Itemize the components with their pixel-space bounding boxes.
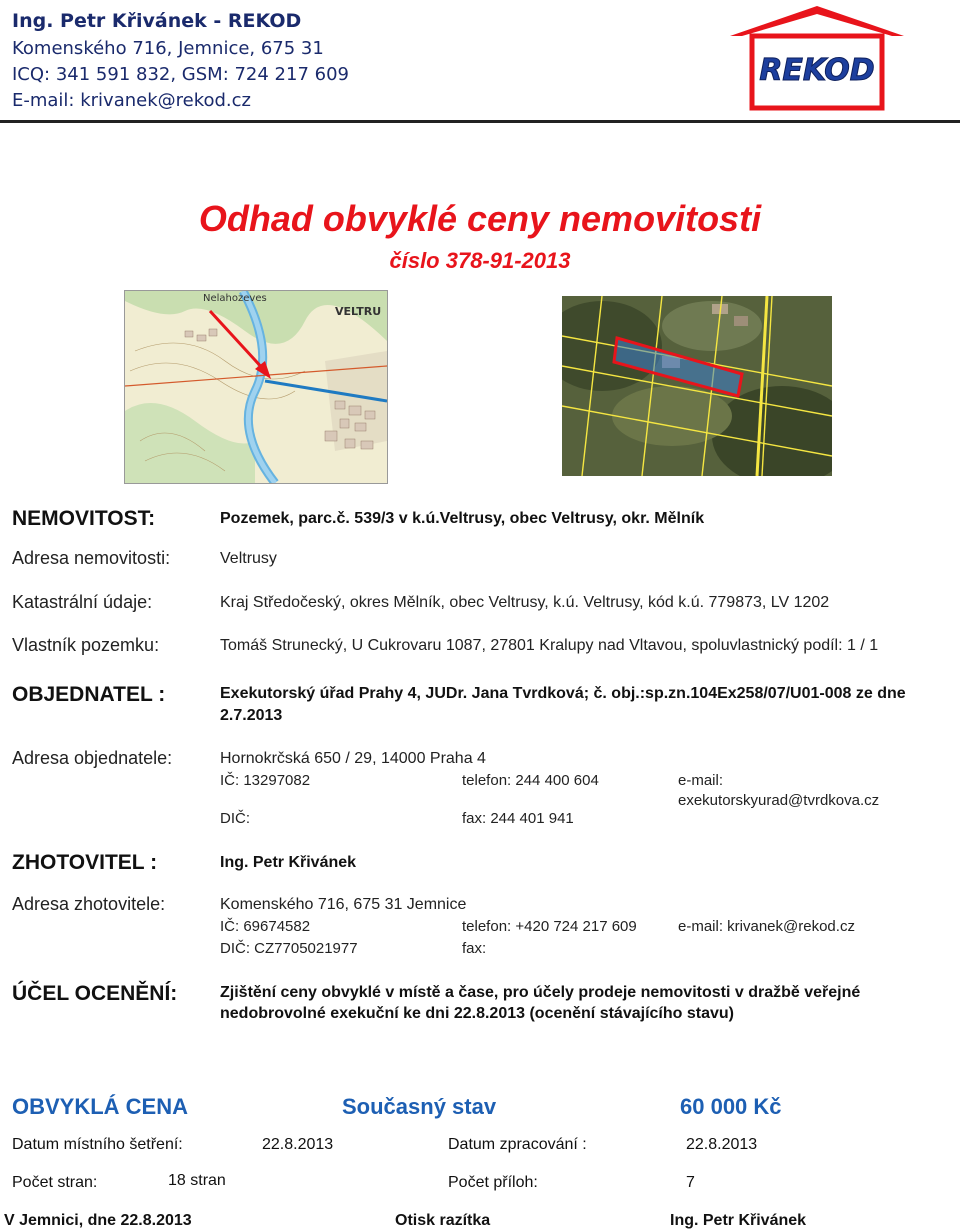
company-name: Ing. Petr Křivánek - REKOD xyxy=(12,10,302,32)
zhotovitel-fax: fax: xyxy=(462,940,487,957)
pocet-stran-value: 18 stran xyxy=(168,1172,226,1189)
adresa-zhotovitele-label: Adresa zhotovitele: xyxy=(12,894,166,914)
otisk-razitka: Otisk razítka xyxy=(395,1212,491,1229)
datum-zpracovani-value: 22.8.2013 xyxy=(686,1136,758,1153)
company-phone: ICQ: 341 591 832, GSM: 724 217 609 xyxy=(12,64,349,85)
zhotovitel-email: e-mail: krivanek@rekod.cz xyxy=(678,918,855,935)
zhotovitel-ic: IČ: 69674582 xyxy=(220,918,311,935)
zhotovitel-dic: DIČ: CZ7705021977 xyxy=(220,940,358,957)
price-amount: 60 000 Kč xyxy=(680,1094,782,1119)
pocet-priloh-label: Počet příloh: xyxy=(448,1174,538,1191)
nemovitost-label: NEMOVITOST: xyxy=(12,507,156,530)
pocet-priloh-value: 7 xyxy=(686,1174,695,1191)
logo-text: REKOD xyxy=(759,53,875,88)
objednatel-value-line1: Exekutorský úřad Prahy 4, JUDr. Jana Tvrdková; č. obj.:sp.zn.104Ex258/07/U01-008 ze dne xyxy=(220,685,906,702)
katastr-label: Katastrální údaje: xyxy=(12,592,153,612)
misto-datum: V Jemnici, dne 22.8.2013 xyxy=(4,1212,192,1229)
adresa-objednatele-value: Hornokrčská 650 / 29, 14000 Praha 4 xyxy=(220,750,486,767)
rekod-logo xyxy=(722,2,912,114)
pocet-stran-label: Počet stran: xyxy=(12,1174,98,1191)
location-map xyxy=(124,290,388,484)
zhotovitel-value: Ing. Petr Křivánek xyxy=(220,854,357,871)
objednatel-dic: DIČ: xyxy=(220,810,250,827)
adresa-zhotovitele-value: Komenského 716, 675 31 Jemnice xyxy=(220,896,467,913)
svg-text:Nelahozeves: Nelahozeves xyxy=(203,293,267,304)
katastr-value: Kraj Středočeský, okres Mělník, obec Veltrusy, k.ú. Veltrusy, kód k.ú. 779873, LV 1202 xyxy=(220,594,830,611)
document-number: číslo 378-91-2013 xyxy=(389,248,571,273)
zhotovitel-label: ZHOTOVITEL : xyxy=(12,851,158,874)
adresa-objednatele-label: Adresa objednatele: xyxy=(12,748,173,768)
cadastral-aerial-map xyxy=(562,296,832,476)
nemovitost-value: Pozemek, parc.č. 539/3 v k.ú.Veltrusy, obec Veltrusy, okr. Mělník xyxy=(220,510,705,527)
document-title: Odhad obvyklé ceny nemovitosti xyxy=(198,198,762,239)
datum-setreni-label: Datum místního šetření: xyxy=(12,1136,183,1153)
svg-text:VELTRU: VELTRU xyxy=(335,305,382,318)
company-address: Komenského 716, Jemnice, 675 31 xyxy=(12,38,324,59)
price-label: OBVYKLÁ CENA xyxy=(12,1094,189,1119)
adresa-nemovitosti-value: Veltrusy xyxy=(220,550,277,567)
ucel-oceneni-value-line2: nedobrovolné exekuční ke dni 22.8.2013 (ocenění stávajícího stavu) xyxy=(220,1005,734,1022)
header-rule xyxy=(0,120,960,123)
vlastnik-label: Vlastník pozemku: xyxy=(12,635,160,655)
zhotovitel-telefon: telefon: +420 724 217 609 xyxy=(462,918,637,935)
podpis: Ing. Petr Křivánek xyxy=(670,1212,807,1229)
datum-zpracovani-label: Datum zpracování : xyxy=(448,1136,587,1153)
objednatel-ic: IČ: 13297082 xyxy=(220,772,311,789)
objednatel-label: OBJEDNATEL : xyxy=(12,683,166,706)
objednatel-fax: fax: 244 401 941 xyxy=(462,810,574,827)
adresa-nemovitosti-label: Adresa nemovitosti: xyxy=(12,548,171,568)
ucel-oceneni-label: ÚČEL OCENĚNÍ: xyxy=(12,982,178,1005)
objednatel-email: exekutorskyurad@tvrdkova.cz xyxy=(678,792,880,809)
vlastnik-value: Tomáš Strunecký, U Cukrovaru 1087, 27801 Kralupy nad Vltavou, spoluvlastnický podíl: 1 / 1 xyxy=(220,637,879,654)
objednatel-telefon: telefon: 244 400 604 xyxy=(462,772,599,789)
objednatel-email-label: e-mail: xyxy=(678,772,724,789)
objednatel-value-line2: 2.7.2013 xyxy=(220,707,283,724)
price-state: Současný stav xyxy=(342,1094,497,1119)
datum-setreni-value: 22.8.2013 xyxy=(262,1136,334,1153)
company-email: E-mail: krivanek@rekod.cz xyxy=(12,90,252,111)
ucel-oceneni-value-line1: Zjištění ceny obvyklé v místě a čase, pro účely prodeje nemovitosti v dražbě veřejné xyxy=(220,984,861,1001)
